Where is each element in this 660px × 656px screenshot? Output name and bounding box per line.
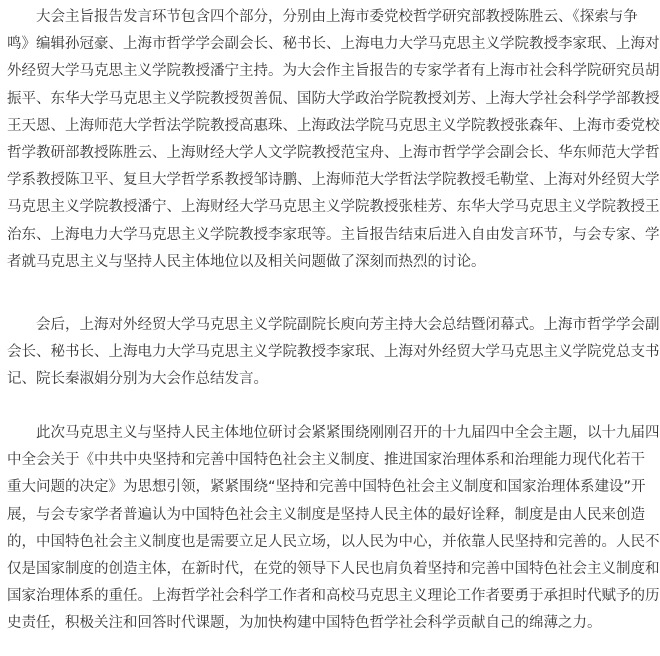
paragraph-closing-ceremony [0, 312, 660, 394]
paragraph-line: 外经贸大学马克思主义学院教授潘宁主持。为大会作主旨报告的专家学者有上海市社会科学院研究员胡 [7, 63, 660, 80]
paragraph-line: 此次马克思主义与坚持人民主体地位研讨会紧紧围绕刚刚召开的十九届四中全会主题，以十九届四 [36, 425, 660, 441]
paragraph-line: 重大问题的决定》为思想引领，紧紧围绕“坚持和完善中国特色社会主义制度和国家治理体系建设”开 [7, 479, 646, 496]
paragraph-line: 的，中国特色社会主义制度也是需要立足人民立场，以人民为中心，并依靠人民坚持和完善的。人民不 [7, 533, 660, 550]
paragraph-line: 学系教授陈卫平、复旦大学哲学系教授邹诗鹏、上海师范大学哲法学院教授毛勒堂、上海对外经贸大学 [7, 172, 660, 189]
paragraph-line: 会后，上海对外经贸大学马克思主义学院副院长庾向芳主持大会总结暨闭幕式。上海市哲学学会副 [36, 317, 660, 333]
paragraph-line: 哲学教研部教授陈胜云、上海财经大学人文学院教授范宝舟、上海市哲学学会副会长、华东师范大学哲 [7, 144, 660, 161]
paragraph-keynote-session [0, 4, 660, 276]
paragraph-line: 治东、上海电力大学马克思主义学院教授李家珉等。主旨报告结束后进入自由发言环节，与会专家、学 [7, 226, 660, 243]
paragraph-line: 鸣》编辑孙冠豪、上海市哲学学会副会长、秘书长、上海电力大学马克思主义学院教授李家珉、上海对 [7, 36, 660, 53]
paragraph-line: 王天恩、上海师范大学哲法学院教授高惠珠、上海政法学院马克思主义学院教授张森年、上海市委党校 [7, 117, 660, 134]
paragraph-line: 会长、秘书长、上海电力大学马克思主义学院教授李家珉、上海对外经贸大学马克思主义学院党总支书 [7, 344, 660, 361]
paragraph-line: 仅是国家制度的创造主体，在新时代，在党的领导下人民也肩负着坚持和完善中国特色社会主义制度和 [7, 560, 660, 577]
paragraph-line: 振平、东华大学马克思主义学院教授贺善侃、国防大学政治学院教授刘芳、上海大学社会科学学部教授 [7, 90, 660, 107]
paragraph-line: 史责任，积极关注和回答时代课题，为加快构建中国特色哲学社会科学贡献自己的绵薄之力。 [7, 615, 602, 632]
paragraph-line: 记、院长秦淑娟分别为大会作总结发言。 [7, 371, 268, 388]
paragraph-line: 马克思主义学院教授潘宁、上海财经大学马克思主义学院教授张桂芳、东华大学马克思主义学院教授王 [7, 199, 660, 216]
paragraph-line: 中全会关于《中共中央坚持和完善中国特色社会主义制度、推进国家治理体系和治理能力现代化若干 [7, 452, 645, 469]
paragraph-line: 者就马克思主义与坚持人民主体地位以及相关问题做了深刻而热烈的讨论。 [7, 253, 486, 270]
paragraph-line: 国家治理体系的重任。上海哲学社会科学工作者和高校马克思主义理论工作者要勇于承担时代赋予的历 [7, 588, 660, 605]
paragraph-line: 展，与会专家学者普遍认为中国特色社会主义制度是坚持人民主体的最好诠释，制度是由人民来创造 [7, 506, 645, 523]
paragraph-conference-summary [0, 420, 660, 638]
paragraph-line: 大会主旨报告发言环节包含四个部分，分别由上海市委党校哲学研究部教授陈胜云、《探索与争 [36, 9, 638, 25]
